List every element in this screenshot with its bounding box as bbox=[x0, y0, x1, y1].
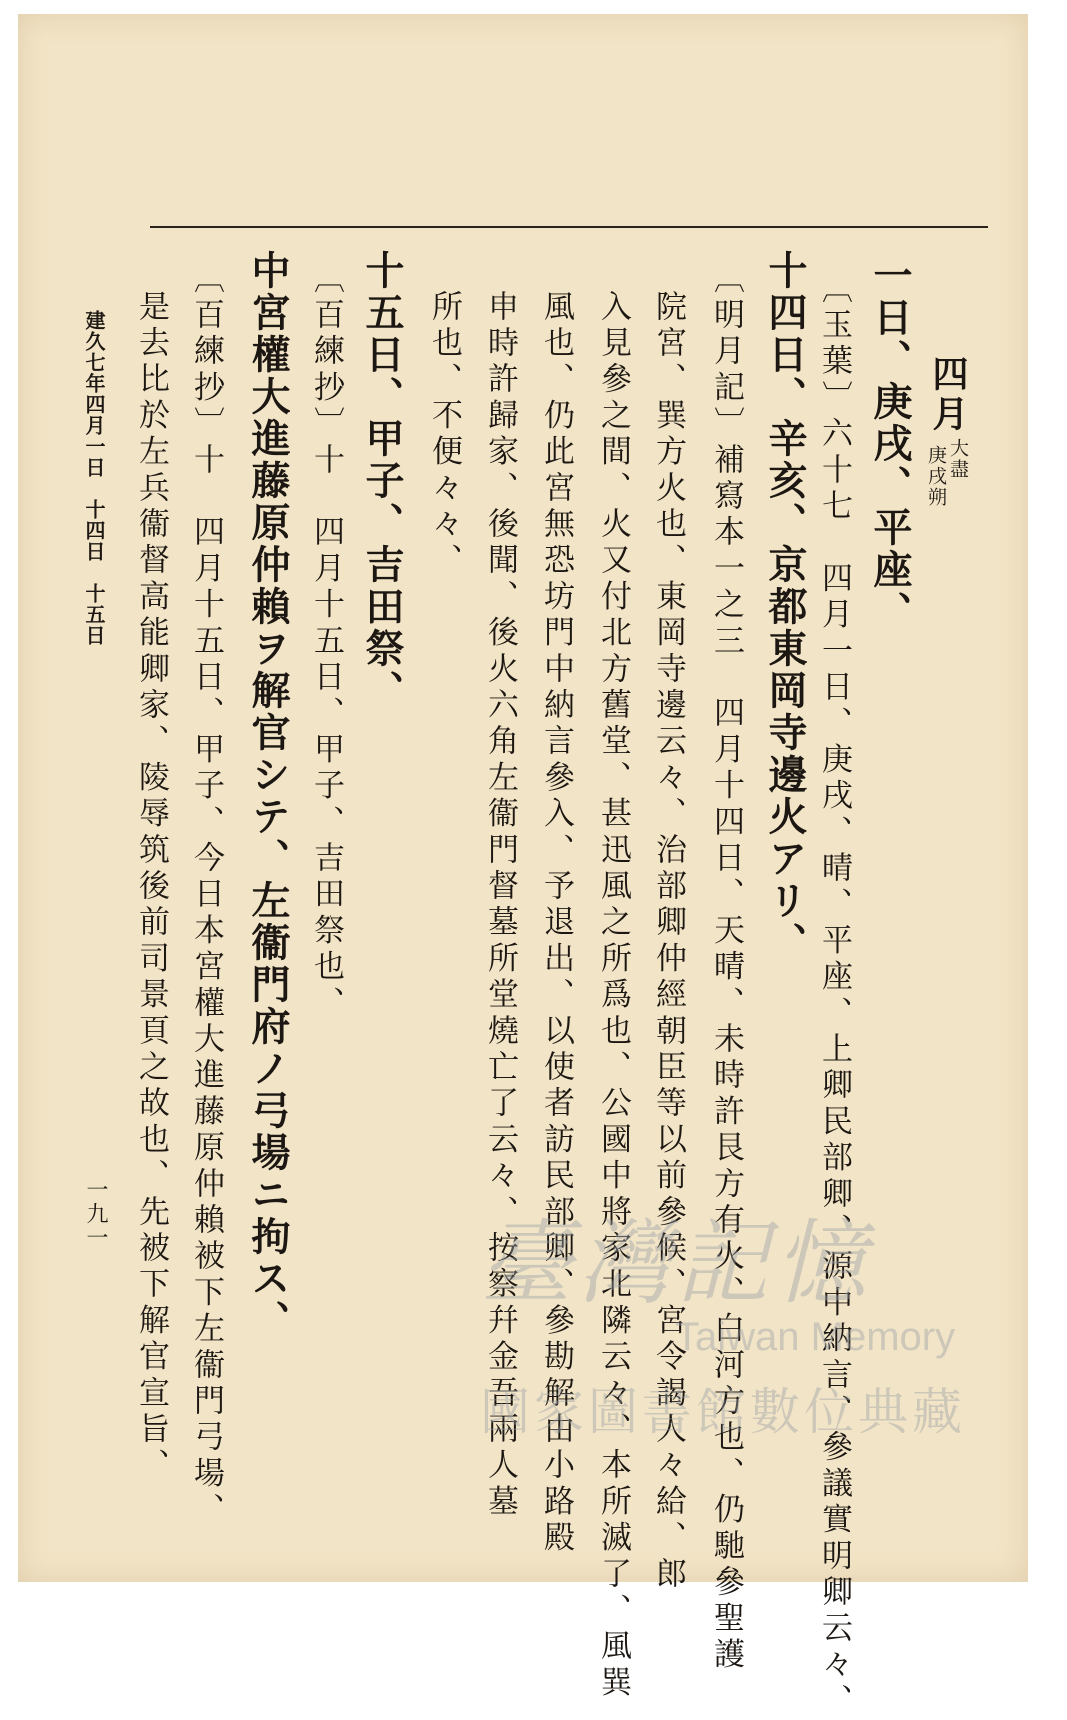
text-column: 是去比於左兵衞督高能卿家、陵辱筑後前司景頁之故也、先被下解官宣旨、 bbox=[133, 290, 169, 1485]
document-page bbox=[18, 14, 1028, 1582]
watermark-chinese: 國家圖書館數位典藏 bbox=[480, 1383, 966, 1441]
text-column: 入見參之間、火又付北方舊堂、甚迅風之所爲也、公國中將家北隣云々、本所滅了、風巽 bbox=[595, 290, 631, 1702]
page-number: 一九一 bbox=[83, 1178, 108, 1250]
text-column-meigetsuki: 〔明月記〕補寫本一之三 四月十四日、天晴、未時許艮方有火、白河方也、仍馳參聖護 bbox=[708, 262, 744, 1674]
entry-day-14: 十四日、辛亥、京都東岡寺邊火アリ、 bbox=[762, 250, 808, 964]
text-column-gyokuyo: 〔玉葉〕六十七 四月一日、庚戌、晴、平座、上卿民部卿、源中納言、參議實明卿云々、 bbox=[816, 272, 852, 1720]
month-heading: 四月 bbox=[927, 355, 969, 435]
watermark-calligraphy: 臺灣記憶 bbox=[480, 1210, 873, 1317]
watermark-english: Taiwan Memory bbox=[675, 1315, 956, 1359]
entry-heading-nakayori: 中宮權大進藤原仲賴ヲ解官シテ、左衞門府ノ弓場ニ拘ス、 bbox=[245, 250, 291, 1342]
text-column: 申時許歸家、後聞、後火六角左衞門督墓所堂燒亡了云々、按察幷金吾兩人墓 bbox=[482, 290, 518, 1521]
running-head: 建久七年四月一日 十四日 十五日 bbox=[82, 310, 106, 646]
text-column: 風也、仍此宮無恐坊門中納言參入、予退出、以使者訪民部卿、參勘解由小路殿 bbox=[538, 290, 574, 1557]
month-note-1: 大盡 bbox=[947, 438, 969, 480]
entry-day-1: 一日、庚戌、平座、 bbox=[867, 255, 913, 633]
entry-day-15: 十五日、甲子、吉田祭、 bbox=[359, 250, 405, 712]
header-rule bbox=[150, 226, 988, 228]
text-column: 所也、不便々々、 bbox=[426, 290, 462, 580]
text-column-hyakurensho: 〔百練抄〕十 四月十五日、甲子、吉田祭也、 bbox=[308, 262, 344, 1023]
month-note-2: 庚戌朔 bbox=[925, 445, 947, 508]
text-column: 院宮、巽方火也、東岡寺邊云々、治部卿仲經朝臣等以前參候、宮令謁人々給、郎 bbox=[650, 290, 686, 1594]
text-column-hyakurensho: 〔百練抄〕十 四月十五日、甲子、今日本宮權大進藤原仲賴被下左衞門弓場、 bbox=[188, 262, 224, 1529]
